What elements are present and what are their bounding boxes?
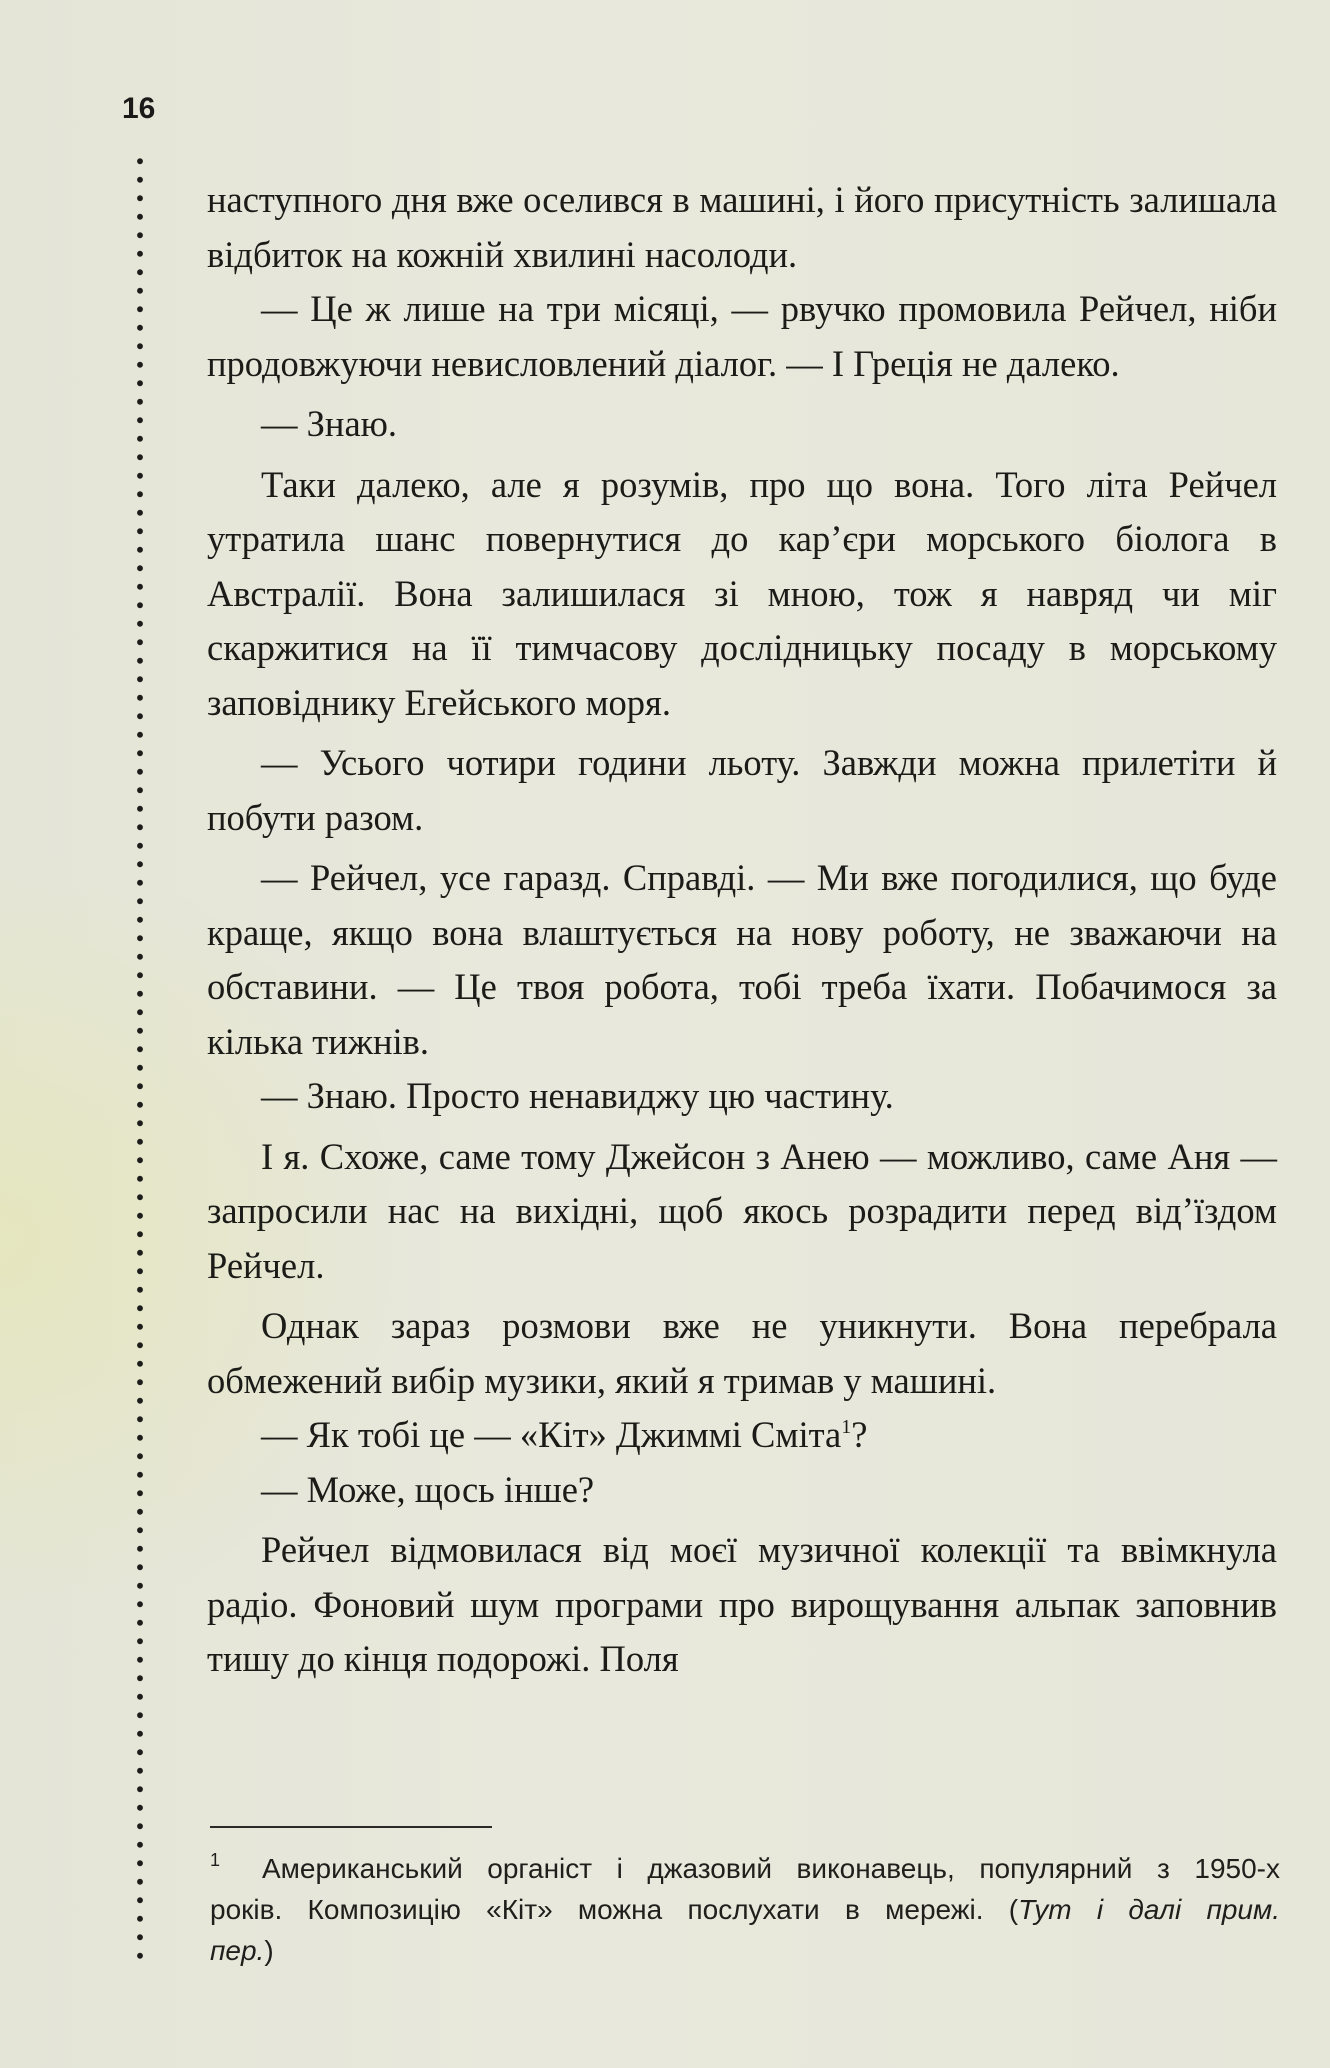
footnote-line-1: 1 Американський органіст і джазовий виконавець, популярний з 1950-х: [210, 1850, 1280, 1884]
paragraph: Таки далеко, але я розумів, про що вона. Того літа Рейчел утратила шанс повернутися до кар’єри морського біолога в Австралії. Вона залишилася зі мною, тож я навряд чи міг скаржитися на її тимчасову дослідницьку посаду в морському заповіднику Егейського моря.: [207, 463, 1277, 723]
footnote-reference: 1: [841, 1416, 852, 1438]
footnote-line-3: [210, 1930, 1280, 1971]
footnote-italic-note: Тут і далі прим.: [1018, 1894, 1280, 1925]
footnote-text: Американський органіст і джазовий виконавець, популярний з 1950-х: [262, 1853, 1280, 1884]
paragraph: — Усього чотири години льоту. Завжди можна прилетіти й побути разом.: [207, 742, 1277, 838]
paragraph-text: — Як тобі це — «Кіт» Джиммі Сміта: [261, 1414, 842, 1455]
paragraph: — Це ж лише на три місяці, — рвучко промовила Рейчел, ніби продовжуючи невисловлений діалог. — І Греція не далеко.: [207, 288, 1277, 384]
question-mark: ?: [851, 1414, 868, 1455]
paragraph: Однак зараз розмови вже не уникнути. Вона перебрала обмежений вибір музики, який я тримав у машині.: [207, 1305, 1277, 1401]
footnote: [210, 1848, 1280, 1971]
paragraph: І я. Схоже, саме тому Джейсон з Анею — можливо, саме Аня — запросили нас на вихідні, щоб якось розрадити перед від’їздом Рейчел.: [207, 1135, 1277, 1286]
paragraph: — Знаю.: [261, 403, 398, 444]
footnote-line-2: [210, 1889, 1280, 1930]
paragraph: — Рейчел, усе гаразд. Справді. — Ми вже погодилися, що буде краще, якщо вона влаштується на нову роботу, не зважаючи на обставини. — Це твоя робота, тобі треба їхати. Побачимося за кілька тижнів.: [207, 857, 1277, 1062]
paragraph: — Знаю. Просто ненавиджу цю частину.: [261, 1075, 894, 1116]
paragraph: Рейчел відмовилася від моєї музичної колекції та ввімкнула радіо. Фоновий шум програми про вирощування альпак заповнив тишу до кінця подорожі. Поля: [207, 1529, 1277, 1679]
paragraph-with-footnote: [207, 1408, 1277, 1463]
footnote-text: років. Композицію «Кіт» можна послухати в мережі. (: [210, 1894, 1019, 1925]
paragraph: наступного дня вже оселився в машині, і його присутність залишала відбиток на кожній хвилині насолоди.: [207, 179, 1277, 275]
footnote-divider: [210, 1826, 492, 1828]
paragraph: — Може, щось інше?: [261, 1468, 595, 1510]
main-text: [207, 173, 1277, 1687]
dotted-margin-rule: [136, 152, 144, 1962]
footnote-italic-note: пер.: [210, 1935, 265, 1966]
footnote-text: ): [264, 1935, 274, 1966]
page-number: 16: [122, 92, 156, 125]
